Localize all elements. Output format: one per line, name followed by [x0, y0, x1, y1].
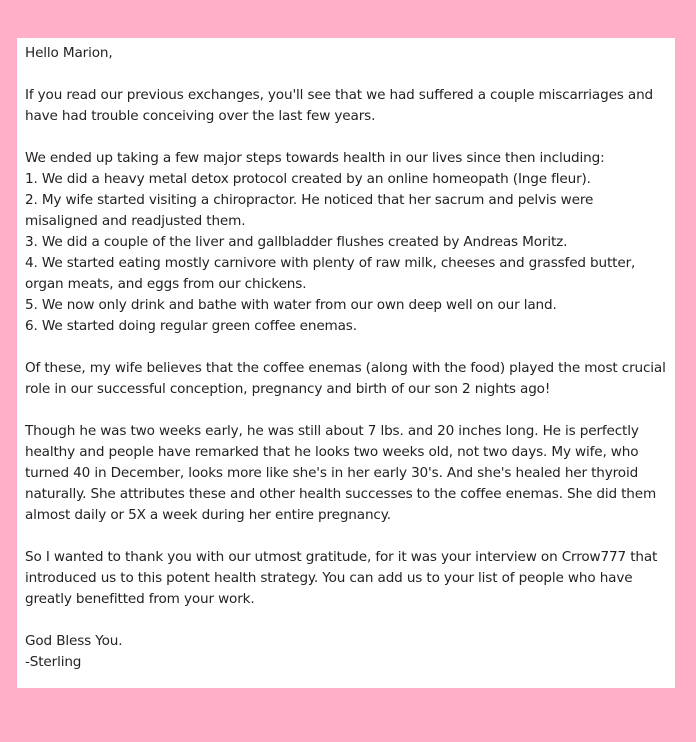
steps-section	[25, 148, 667, 337]
step-item: 2. My wife started visiting a chiropractor. He noticed that her sacrum and pelvis were misaligned and readjusted them.	[25, 192, 594, 229]
step-item: 4. We started eating mostly carnivore with plenty of raw milk, cheeses and grassfed butter, organ meats, and eggs from our chickens.	[25, 255, 636, 292]
step-item: 6. We started doing regular green coffee enemas.	[25, 318, 357, 334]
step-item: 5. We now only drink and bathe with water from our own deep well on our land.	[25, 297, 557, 313]
signoff	[25, 631, 667, 673]
thanks-paragraph: So I wanted to thank you with our utmost gratitude, for it was your interview on Crrow777 that introduced us to this potent health strategy. You can add us to your list of people who have greatly benefitted from your work.	[25, 549, 658, 607]
baby-paragraph: Though he was two weeks early, he was still about 7 lbs. and 20 inches long. He is perfectly healthy and people have remarked that he looks two weeks old, not two days. My wife, who turned 40 in December, looks more like she's in her early 30's. And she's healed her thyroid naturally. She attributes these and other health successes to the coffee enemas. She did them almost daily or 5X a week during her entire pregnancy.	[25, 423, 657, 523]
step-item: 3. We did a couple of the liver and gallbladder flushes created by Andreas Moritz.	[25, 234, 568, 250]
intro-paragraph: If you read our previous exchanges, you'll see that we had suffered a couple miscarriages and have had trouble conceiving over the last few years.	[25, 87, 654, 124]
greeting: Hello Marion,	[25, 45, 113, 61]
closing: God Bless You.	[25, 633, 123, 649]
letter-body	[25, 43, 667, 673]
letter-card	[17, 38, 675, 688]
belief-paragraph: Of these, my wife believes that the coffee enemas (along with the food) played the most crucial role in our successful conception, pregnancy and birth of our son 2 nights ago!	[25, 360, 666, 397]
steps-intro: We ended up taking a few major steps towards health in our lives since then including:	[25, 150, 605, 166]
step-item: 1. We did a heavy metal detox protocol created by an online homeopath (Inge fleur).	[25, 171, 591, 187]
signature: -Sterling	[25, 654, 82, 670]
